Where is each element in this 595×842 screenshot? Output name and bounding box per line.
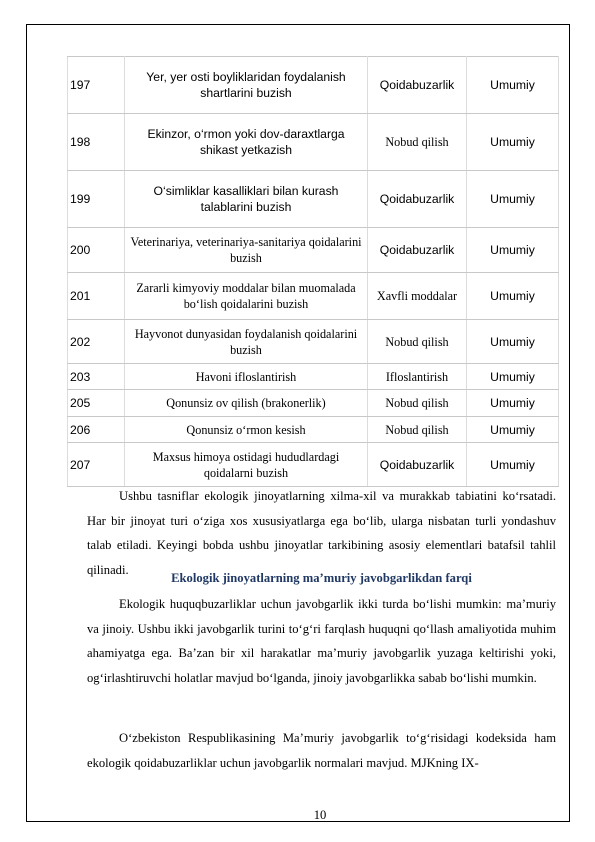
page-number: 10 <box>313 808 327 822</box>
crime-scope: Umumiy <box>467 364 559 390</box>
table-row <box>68 228 559 273</box>
paragraph-administrative-code: O‘zbekiston Respublikasining Ma’muriy javobgarlik to‘g‘risidagi kodeksida ham ekologik qoidabuzarliklar uchun javobgarlik normalari mavjud. MJKning IX- <box>87 731 556 770</box>
article-number: 206 <box>68 417 125 443</box>
table-row <box>68 171 559 228</box>
crime-scope: Umumiy <box>467 114 559 171</box>
crime-description: O‘simliklar kasalliklari bilan kurash talablarini buzish <box>125 171 368 228</box>
article-number: 197 <box>68 57 125 114</box>
table-row <box>68 57 559 114</box>
crime-description: Maxsus himoya ostidagi hududlardagi qoidalarni buzish <box>125 443 368 487</box>
crime-scope: Umumiy <box>467 228 559 273</box>
crime-scope: Umumiy <box>467 171 559 228</box>
crime-type: Qoidabuzarlik <box>368 228 467 273</box>
article-number: 203 <box>68 364 125 390</box>
table-row <box>68 417 559 443</box>
crime-type: Qoidabuzarlik <box>368 57 467 114</box>
table-row <box>68 273 559 320</box>
section-heading: Ekologik jinoyatlarning ma’muriy javobgarlikdan farqi <box>171 571 472 585</box>
crime-scope: Umumiy <box>467 273 559 320</box>
table-row <box>68 114 559 171</box>
article-number: 207 <box>68 443 125 487</box>
article-number: 199 <box>68 171 125 228</box>
crime-description: Yer, yer osti boyliklaridan foydalanish shartlarini buzish <box>125 57 368 114</box>
crime-description: Qonunsiz ov qilish (brakonerlik) <box>125 390 368 417</box>
crime-scope: Umumiy <box>467 443 559 487</box>
crime-description: Hayvonot dunyasidan foydalanish qoidalarini buzish <box>125 320 368 364</box>
crime-type: Ifloslantirish <box>368 364 467 390</box>
crime-type: Nobud qilish <box>368 390 467 417</box>
crime-description: Ekinzor, o‘rmon yoki dov-daraxtlarga shikast yetkazish <box>125 114 368 171</box>
table-row <box>68 364 559 390</box>
crime-type: Nobud qilish <box>368 320 467 364</box>
article-number: 198 <box>68 114 125 171</box>
article-number: 205 <box>68 390 125 417</box>
crime-description: Veterinariya, veterinariya-sanitariya qoidalarini buzish <box>125 228 368 273</box>
paragraph-liability-types: Ekologik huquqbuzarliklar uchun javobgarlik ikki turda bo‘lishi mumkin: ma’muriy va jinoiy. Ushbu ikki javobgarlik turini to‘g‘ri farqlash huquqni qo‘llash amaliyotida muhim ahamiyatga ega. Ba’zan bir xil harakatlar ma’muriy javobgarlik yuzaga keltirishi yoki, og‘irlashtiruvchi holatlar mavjud bo‘lganda, jinoiy javobgarlikka sabab bo‘lishi mumkin. <box>87 597 556 685</box>
crime-description: Havoni ifloslantirish <box>125 364 368 390</box>
crime-type: Qoidabuzarlik <box>368 171 467 228</box>
ecological-crimes-table <box>67 56 559 487</box>
table-row <box>68 443 559 487</box>
crime-type: Nobud qilish <box>368 114 467 171</box>
crime-description: Zararli kimyoviy moddalar bilan muomalada bo‘lish qoidalarini buzish <box>125 273 368 320</box>
table-row <box>68 320 559 364</box>
crime-scope: Umumiy <box>467 417 559 443</box>
crime-scope: Umumiy <box>467 57 559 114</box>
paragraph-classification-summary: Ushbu tasniflar ekologik jinoyatlarning xilma-xil va murakkab tabiatini ko‘rsatadi. Har bir jinoyat turi o‘ziga xos xususiyatlarga ega bo‘lib, ularga nisbatan turli yondashuv talab etiladi. Keyingi bobda ushbu jinoyatlar tarkibining asosiy elementlari batafsil tahlil qilinadi. <box>87 489 556 577</box>
crime-scope: Umumiy <box>467 320 559 364</box>
table-row <box>68 390 559 417</box>
article-number: 202 <box>68 320 125 364</box>
crime-description: Qonunsiz o‘rmon kesish <box>125 417 368 443</box>
crime-type: Qoidabuzarlik <box>368 443 467 487</box>
crime-type: Nobud qilish <box>368 417 467 443</box>
crime-type: Xavfli moddalar <box>368 273 467 320</box>
crime-scope: Umumiy <box>467 390 559 417</box>
article-number: 201 <box>68 273 125 320</box>
article-number: 200 <box>68 228 125 273</box>
